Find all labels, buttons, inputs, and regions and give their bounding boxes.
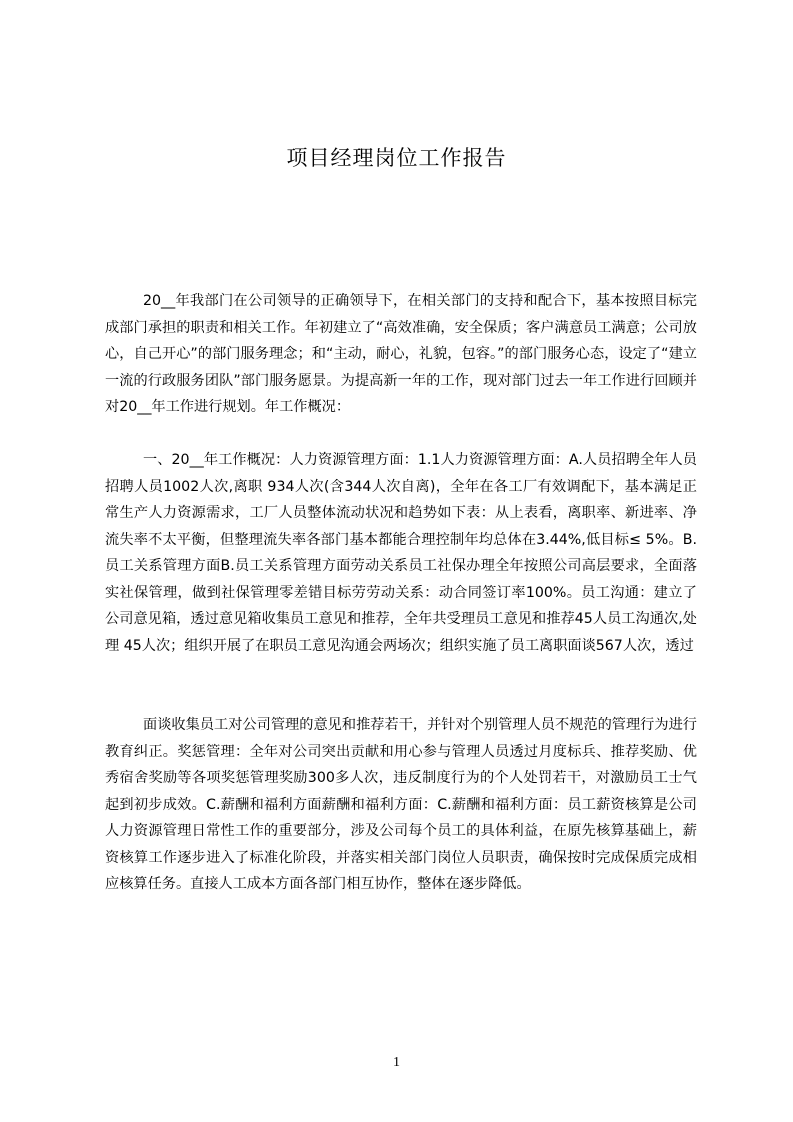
paragraph-overview: 一、20__年工作概况：人力资源管理方面：1.1人力资源管理方面：A.人员招聘全年人员招聘人员1002人次,离职 934人次(含344人次自离)，全年在各工厂有效调配下，基本满足正常生产人力资源需求，工厂人员整体流动状况和趋势如下表：从上表看，离职率、新进率、净流失率不太平衡，但整理流失率各部门基本都能合理控制年均总体在3.44%,低目标≤ 5%。B.员工关系管理方面B.员工关系管理方面劳动关系员工社保办理全年按照公司高层要求，全面落实社保管理，做到社保管理零差错目标劳劳动关系：动合同签订率100%。员工沟通：建立了公司意见箱，透过意见箱收集员工意见和推荐，全年共受理员工意见和推荐45人员工沟通次,处理 45人次；组织开展了在职员工意见沟通会两场次；组织实施了员工离职面谈567人次，透过: [105, 452, 697, 654]
document-title: 项目经理岗位工作报告: [286, 146, 507, 170]
page-number: 1: [393, 1055, 400, 1070]
paragraph-intro: 20__年我部门在公司领导的正确领导下，在相关部门的支持和配合下，基本按照目标完成部门承担的职责和相关工作。年初建立了“高效准确，安全保质；客户满意员工满意；公司放心，自己开心”的部门服务理念；和“主动，耐心，礼貌，包容。”的部门服务心态，设定了“建立一流的行政服务团队”部门服务愿景。为提高新一年的工作，现对部门过去一年工作进行回顾并对20__年工作进行规划。年工作概况：: [105, 293, 697, 415]
paragraph-continued: 面谈收集员工对公司管理的意见和推荐若干，并针对个别管理人员不规范的管理行为进行教育纠正。奖惩管理：全年对公司突出贡献和用心参与管理人员透过月度标兵、推荐奖励、优秀宿舍奖励等各项奖惩管理奖励300多人次，违反制度行为的个人处罚若干，对激励员工士气起到初步成效。C.薪酬和福利方面薪酬和福利方面：C.薪酬和福利方面：员工薪资核算是公司人力资源管理日常性工作的重要部分，涉及公司每个员工的具体利益，在原先核算基础上，薪资核算工作逐步进入了标准化阶段，并落实相关部门岗位人员职责，确保按时完成保质完成相应核算任务。直接人工成本方面各部门相互协作，整体在逐步降低。: [105, 717, 697, 892]
